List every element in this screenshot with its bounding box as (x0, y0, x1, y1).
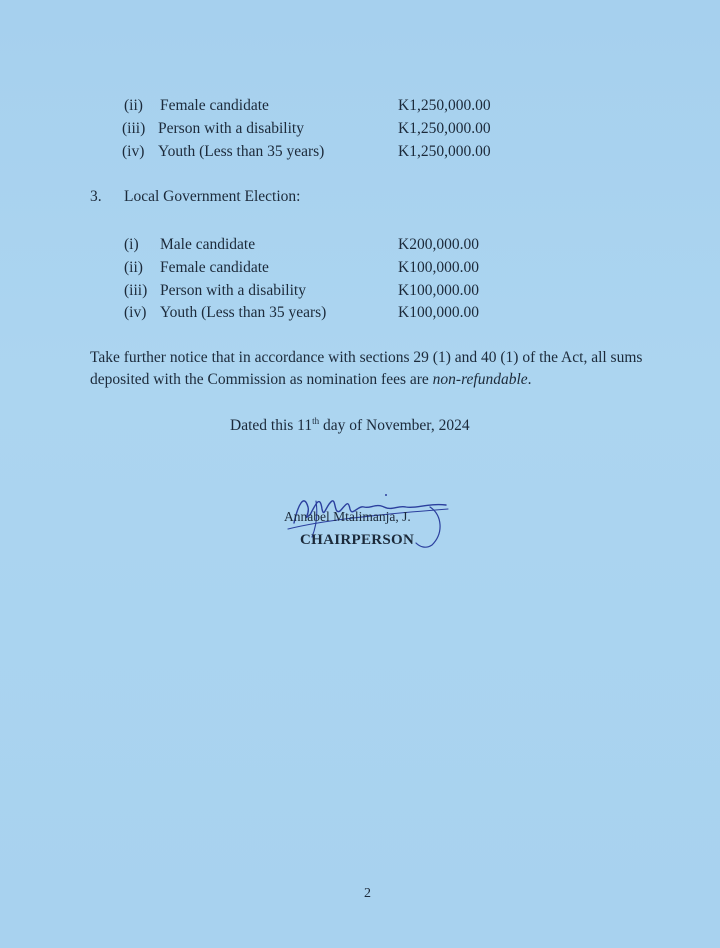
handwritten-signature (280, 485, 460, 565)
signatory-name: Annabel Mtalimanja, J. (284, 509, 411, 524)
item-number: (ii) (124, 259, 143, 276)
notice-paragraph (90, 347, 650, 391)
notice-text: Take further notice that in accordance with sections 29 (1) and 40 (1) of the Act, all sums deposited with the Commission as nomination fees are (90, 349, 643, 388)
item-amount: K1,250,000.00 (398, 120, 491, 137)
item-number: (iii) (124, 282, 148, 299)
dated-line (230, 417, 470, 435)
section-number: 3. (90, 188, 102, 205)
item-label: Youth (Less than 35 years) (160, 304, 327, 321)
item-number: (iii) (122, 120, 146, 137)
item-label: Female candidate (160, 97, 269, 114)
item-number: (i) (124, 236, 139, 253)
item-label: Youth (Less than 35 years) (158, 143, 325, 160)
item-number: (ii) (124, 97, 143, 114)
item-number: (iv) (122, 143, 145, 160)
notice-emphasis: non-refundable (432, 371, 528, 388)
section-title: Local Government Election: (124, 188, 301, 205)
item-label: Person with a disability (158, 120, 304, 137)
item-label: Female candidate (160, 259, 269, 276)
item-label: Male candidate (160, 236, 256, 253)
item-amount: K1,250,000.00 (398, 143, 491, 160)
item-amount: K200,000.00 (398, 236, 479, 253)
signature-block (280, 485, 460, 565)
item-amount: K100,000.00 (398, 304, 479, 321)
dated-rest: day of November, 2024 (319, 417, 470, 434)
signatory-title: CHAIRPERSON (300, 532, 415, 548)
item-label: Person with a disability (160, 282, 306, 299)
dated-ordinal: th (312, 415, 320, 426)
page-number: 2 (364, 886, 371, 901)
item-amount: K100,000.00 (398, 259, 479, 276)
dated-prefix: Dated this 11 (230, 417, 313, 434)
notice-end: . (527, 371, 532, 388)
item-amount: K1,250,000.00 (398, 97, 491, 114)
item-amount: K100,000.00 (398, 282, 479, 299)
item-number: (iv) (124, 304, 147, 321)
